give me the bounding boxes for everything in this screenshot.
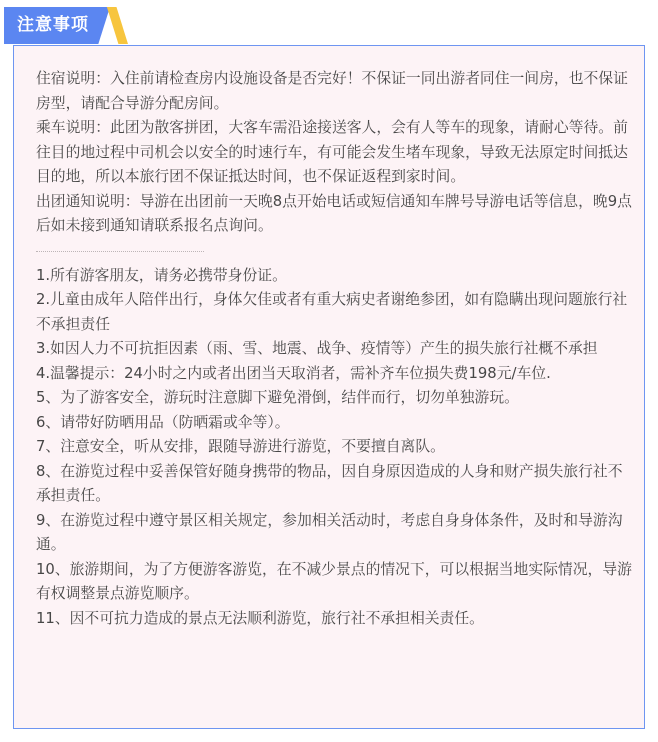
notice-box	[13, 45, 645, 729]
notice-content	[36, 67, 632, 631]
term-item: 10、旅游期间，为了方便游客游览，在不减少景点的情况下，可以根据当地实际情况，导游有权调整景点游览顺序。	[36, 560, 632, 602]
term-item: 7、注意安全，听从安排，跟随导游进行游览，不要擅自离队。	[36, 438, 445, 455]
note-departure-notice: 出团通知说明：导游在出团前一天晚8点开始电话或短信通知车牌号导游电话等信息，晚9点后如未接到通知请联系报名点询问。	[36, 192, 632, 234]
term-item: 4.温馨提示：24小时之内或者出团当天取消者，需补齐车位损失费198元/车位.	[36, 364, 551, 382]
term-item: 1.所有游客朋友，请务必携带身份证。	[36, 266, 287, 284]
term-item: 8、在游览过程中妥善保管好随身携带的物品，因自身原因造成的人身和财产损失旅行社不承担责任。	[36, 462, 623, 504]
term-item: 11、因不可抗力造成的景点无法顺利游览，旅行社不承担相关责任。	[36, 609, 484, 627]
term-item: 2.儿童由成年人陪伴出行，身体欠佳或者有重大病史者谢绝参团，如有隐瞒出现问题旅行社不承担责任	[36, 291, 628, 333]
note-transport: 乘车说明：此团为散客拼团，大客车需沿途接送客人，会有人等车的现象，请耐心等待。前往目的地过程中司机会以安全的时速行车，有可能会发生堵车现象，导致无法原定时间抵达目的地，所以本旅行团不保证抵达时间，也不保证返程到家时间。	[36, 119, 628, 185]
dotted-divider	[36, 251, 204, 252]
note-accommodation: 住宿说明：入住前请检查房内设施设备是否完好！不保证一同出游者同住一间房，也不保证房型，请配合导游分配房间。	[36, 70, 628, 112]
term-item: 6、请带好防晒用品（防晒霜或伞等）。	[36, 413, 290, 431]
term-item: 9、在游览过程中遵守景区相关规定，参加相关活动时，考虑自身身体条件，及时和导游沟通。	[36, 511, 623, 553]
term-item: 3.如因人力不可抗拒因素（雨、雪、地震、战争、疫情等）产生的损失旅行社概不承担	[36, 340, 598, 357]
term-item: 5、为了游客安全，游玩时注意脚下避免滑倒，结伴而行，切勿单独游玩。	[36, 389, 519, 406]
section-title: 注意事项	[17, 15, 89, 35]
